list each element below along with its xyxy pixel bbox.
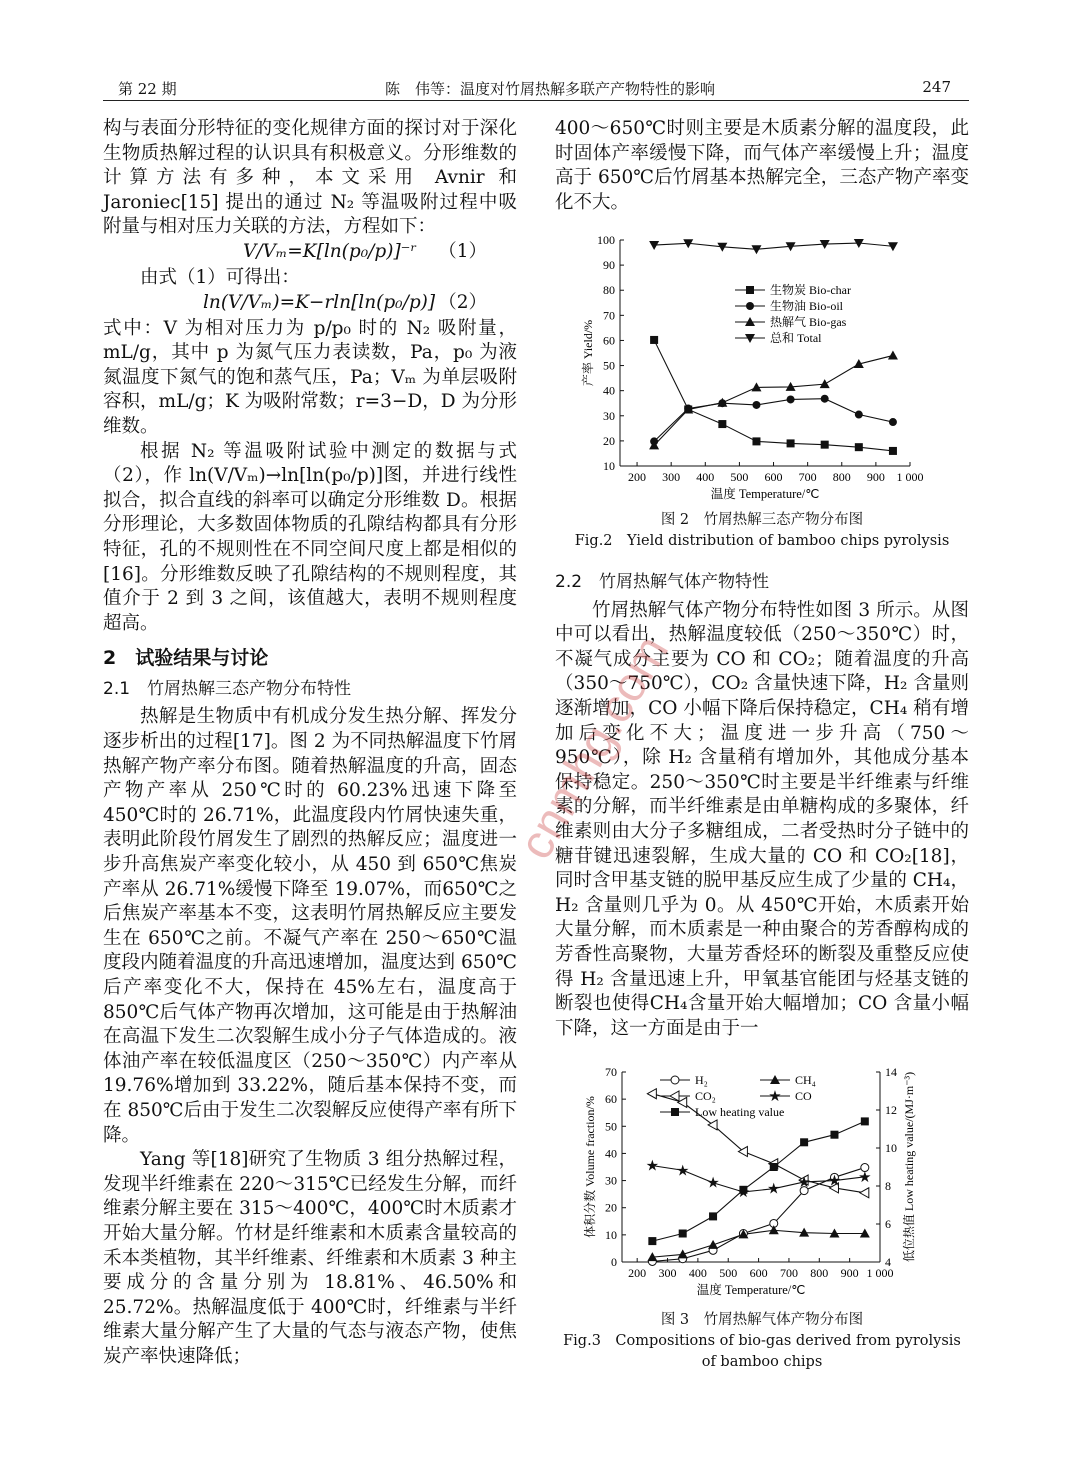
legend-label: 生物炭 Bio-char [770,283,851,297]
data-point [679,1230,687,1238]
issue-number: 第 22 期 [118,80,177,98]
x-tick-label: 900 [866,470,885,484]
x-tick-label: 700 [798,470,817,484]
x-tick-label: 300 [662,470,681,484]
legend-marker [746,302,754,310]
legend-label: H₂ [695,1073,708,1087]
x-tick-label: 400 [688,1266,707,1280]
y-tick-label: 60 [603,333,615,348]
data-point [751,245,761,254]
data-point [888,351,898,360]
data-point: ★ [645,1158,660,1175]
paragraph: 由式（1）可得出： [140,266,300,288]
y-tick-label: 60 [605,1092,617,1107]
y-tick-label: 0 [611,1255,617,1269]
data-point [855,411,863,419]
data-point [830,1131,838,1139]
legend-label: CO₂ [695,1089,716,1103]
data-point [888,242,898,251]
x-axis-label: 温度 Temperature/℃ [696,1283,806,1297]
x-tick-label: 800 [832,470,851,484]
x-tick-label: 700 [779,1266,798,1280]
x-tick-label: 900 [840,1266,859,1280]
data-point: ★ [858,1169,872,1186]
data-point [708,1240,718,1249]
data-point: ★ [797,1174,811,1191]
page-number: 247 [922,78,951,96]
figure-3-caption [555,1310,969,1373]
section-heading: 2 试验结果与讨论 [103,647,269,670]
data-point: ★ [736,1184,751,1201]
data-point [678,1249,688,1258]
data-point [820,379,830,388]
running-header [103,78,969,101]
caption-en: Fig.2 Yield distribution of bamboo chips pyrolysis [574,533,950,549]
y-tick-label: 70 [605,1065,617,1079]
data-point [649,241,659,250]
equation-number: （1） [438,240,487,262]
y-tick-label: 10 [603,459,615,473]
data-point: ★ [706,1175,720,1192]
legend-marker [746,286,754,294]
data-point [787,439,795,447]
series-line [654,340,893,451]
data-point [708,1120,717,1130]
x-tick-label: 300 [658,1266,677,1280]
legend-label: 热解气 Bio-gas [770,315,847,329]
series-line [654,356,893,446]
y2-tick-label: 8 [885,1179,891,1193]
data-point [860,1188,869,1198]
equation-1 [103,240,517,266]
data-point: ★ [827,1173,842,1190]
legend-label: CO [795,1089,812,1103]
paragraph: 400～650℃时则主要是木质素分解的温度段，此时固体产率缓慢下降，而气体产率缓慢上升；温度高于 650℃后竹屑基本热解完全，三态产物产率变化不大。 [555,118,969,213]
data-point [650,336,658,344]
data-point [821,395,829,403]
y2-tick-label: 12 [885,1103,897,1117]
equation-text: V/Vₘ=K[ln(p₀/p)]⁻ʳ [243,240,417,262]
subsection-heading: 2.2 竹屑热解气体产物特性 [555,572,770,592]
paragraph: 构与表面分形特征的变化规律方面的探讨对于深化生物质热解过程的认识具有积极意义。分形维数的计算方法有多种，本文采用 Avnir 和 Jaroniec[15] 提出的通过 N₂ 等温吸附过程中吸附量与相对压力关联的方法，方程如下： [103,118,517,238]
x-tick-label: 500 [730,470,749,484]
data-point [889,418,897,426]
data-point [800,1138,808,1146]
watermark: cnmhg.com [509,626,680,869]
y-tick-label: 100 [597,233,615,247]
figure-3-chart [580,1062,940,1312]
x-axis-label: 温度 Temperature/℃ [710,487,820,501]
data-point [770,1163,778,1171]
data-point [648,1237,656,1245]
y-tick-label: 80 [603,283,615,298]
equation-text: ln(V/Vₘ)=K−rln[ln(p₀/p)] [203,291,436,313]
data-point [769,1225,779,1234]
data-point: ★ [675,1163,690,1180]
data-point [821,441,829,449]
data-point [861,1117,869,1125]
y2-axis-label: 低位热值 Low heating value/(MJ·m⁻³) [902,1071,916,1263]
y-axis-label: 产率 Yield/% [581,319,595,387]
caption-cn: 图 2 竹屑热解三态产物分布图 [660,512,864,528]
running-title: 陈 伟等：温度对竹屑热解多联产产物特性的影响 [385,80,716,98]
data-point [855,443,863,451]
y-tick-label: 20 [603,433,615,448]
y-tick-label: 40 [603,383,615,398]
equation-number: （2） [438,291,487,313]
x-tick-label: 200 [628,470,647,484]
data-point [718,420,726,428]
x-tick-label: 1 000 [896,470,924,484]
legend-marker: ★ [768,1089,782,1105]
y-tick-label: 20 [605,1200,617,1215]
equation-2 [103,291,517,317]
figure-2-caption [555,510,969,552]
x-tick-label: 1 000 [866,1266,894,1280]
y2-tick-label: 6 [885,1217,891,1231]
y-axis-label: 体积分数 Volume fraction/% [583,1096,597,1238]
caption-cn: 图 3 竹屑热解气体产物分布图 [660,1312,864,1328]
x-tick-label: 800 [810,1266,829,1280]
legend-label: 生物油 Bio-oil [770,299,844,313]
paragraph: 式中：V 为相对压力为 p/p₀ 时的 N₂ 吸附量，mL/g，其中 p 为氮气压力表读数，Pa，p₀ 为液氮温度下氮气的饱和蒸气压，Pa；Vₘ 为单层吸附容积，mL/g；K 为吸附常数；r=3−D，D 为分形维数。 [103,317,517,437]
x-tick-label: 400 [696,470,715,484]
y-tick-label: 90 [603,258,615,273]
legend-marker [671,1108,679,1116]
y-tick-label: 30 [605,1173,617,1188]
paragraph: 热解是生物质中有机成分发生热分解、挥发分逐步析出的过程[17]。图 2 为不同热解温度下竹屑热解产物产率分布图。随着热解温度的升高，固态产物产率从 250℃时的 60.23%迅速下降至 450℃时的 26.71%，此温度段内竹屑快速失重，表明此阶段竹屑发生了剧烈的热解反应；温度进一步升高焦炭产率变化较小，从 450 到 650℃焦炭产率从 26.71%缓慢下降至 19.07%，而650℃之后焦炭产率基本不变，这表明竹屑热解反应主要发生在 650℃之前。不凝气产率在 250～650℃温度段内随着温度的升高迅速增加，温度达到 650℃后产率变化不大，保持在 45%左右，温度高于 850℃后气体产物再次增加，这可能是由于热解油在高温下发生二次裂解生成小分子气体造成的。液体油产率在较低温度区（250～350℃）内产率从 19.76%增加到 33.22%，随后基本保持不变，而在 850℃后由于发生二次裂解反应使得产率有所下降。 [103,706,517,1146]
paragraph: 根据 N₂ 等温吸附试验中测定的数据与式（2），作 ln(V/Vₘ)→ln[ln(p₀/p)]图，并进行线性拟合，拟合直线的斜率可以确定分形维数 D。根据分形理论，大多数固体物质的孔隙结构都具有分形特征，孔的不规则性在不同空间尺度上都是相似的[16]。分形维数反映了孔隙结构的不规则程度，其值介于 2 到 3 之间，该值越大，表明不规则程度超高。 [103,440,517,634]
y-tick-label: 70 [603,308,615,323]
data-point [709,1212,717,1220]
caption-en: Fig.3 Compositions of bio-gas derived from pyrolysis of bamboo chips [563,1333,961,1370]
y2-tick-label: 4 [885,1255,891,1269]
subsection-heading: 2.1 竹屑热解三态产物分布特性 [103,678,352,699]
x-tick-label: 200 [628,1266,647,1280]
x-tick-label: 500 [719,1266,738,1280]
left-column [103,117,517,1370]
legend-marker [671,1076,679,1084]
y-tick-label: 50 [605,1119,617,1134]
x-tick-label: 600 [764,470,783,484]
y2-tick-label: 14 [885,1065,897,1079]
figure-2-chart [580,228,960,508]
data-point [647,1089,656,1099]
y2-tick-label: 10 [885,1141,897,1155]
data-point [752,401,760,409]
data-point [752,437,760,445]
paragraph: Yang 等[18]研究了生物质 3 组分热解过程，发现半纤维素在 220～315℃已经发生分解，而纤维素分解主要在 315～400℃，400℃时木质素才开始大量分解。竹材是纤维素和木质素含量较高的禾本类植物，其半纤维素、纤维素和木质素 3 种主要成分的含量分别为 18.81%、46.50%和 25.72%。热解温度低于 400℃时，纤维素与半纤维素大量分解产生了大量的气态与液态产物，使焦炭产率快速降低； [103,1149,517,1367]
y-tick-label: 50 [603,358,615,373]
y-tick-label: 30 [603,408,615,423]
legend-label: 总和 Total [770,331,822,345]
legend-label: Low heating value [695,1105,785,1119]
x-tick-label: 600 [749,1266,768,1280]
right-column-bottom [555,564,969,1041]
data-point [889,447,897,455]
y-tick-label: 10 [605,1227,617,1242]
right-column-top [555,117,969,215]
paragraph: 竹屑热解气体产物分布特性如图 3 所示。从图中可以看出，热解温度较低（250～350℃）时，不凝气成分主要为 CO 和 CO₂；随着温度的升高（350～750℃），CO₂ 含量快速下降，H₂ 含量则逐渐增加，CO 小幅下降后保持稳定，CH₄ 稍有增加后变化不大；温度进一步升高（750～950℃），除 H₂ 含量稍有增加外，其他成分基本保持稳定。250～350℃时主要是半纤维素与纤维素的分解，而半纤维素是由单糖构成的多聚体，纤维素则由大分子多糖组成，二者受热时分子链中的糖苷键迅速裂解，生成大量的 CO 和 CO₂[18]，同时含甲基支链的脱甲基反应生成了少量的 CH₄，H₂ 含量则几乎为 0。从 450℃开始，木质素开始大量分解，而木质素是一种由聚合的芳香醇构成的芳香性高聚物，大量芳香烃环的断裂及重整反应使得 H₂ 含量迅速上升，甲氧基官能团与烃基支链的断裂也使得CH₄含量开始大幅增加；CO 含量小幅下降，这一方面是由于一 [555,599,969,1039]
data-point: ★ [767,1181,781,1198]
y-tick-label: 40 [605,1146,617,1161]
legend-label: CH₄ [795,1073,816,1087]
data-point [787,395,795,403]
